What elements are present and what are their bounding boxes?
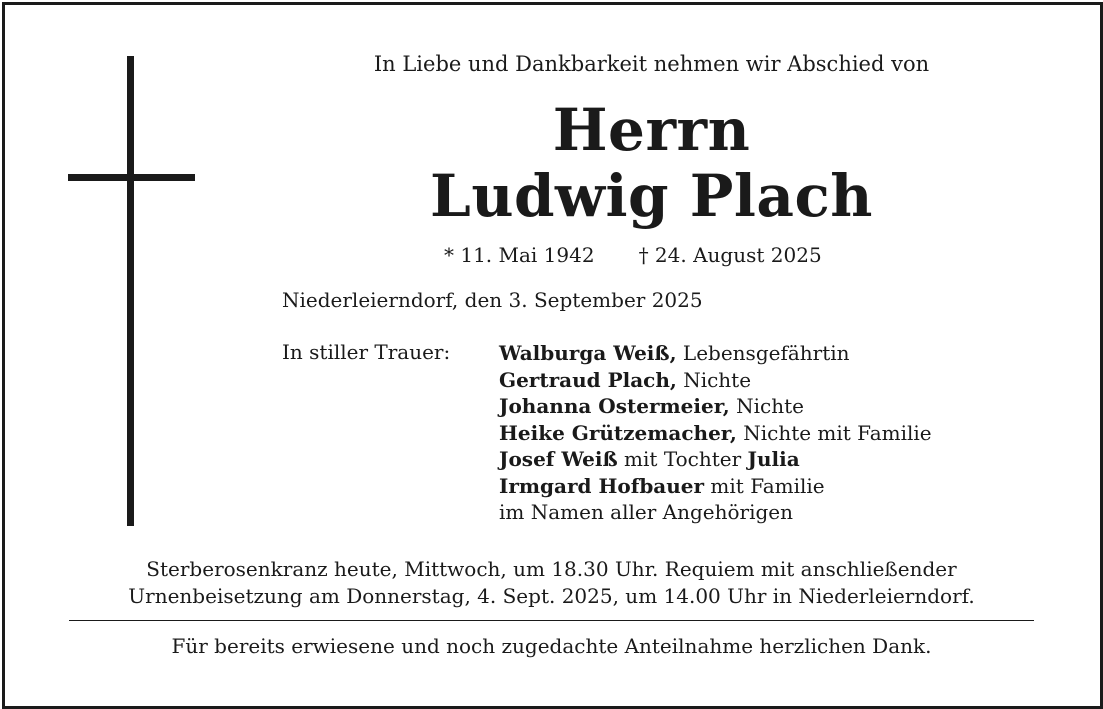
mourner-name: Gertraud Plach, — [499, 367, 677, 392]
birth-date: * 11. Mai 1942 — [444, 243, 595, 267]
intro-text: In Liebe und Dankbarkeit nehmen wir Abschied von — [373, 52, 930, 76]
mourner-relation: im Namen aller Angehörigen — [499, 500, 794, 524]
mourner-name: Josef Weiß — [499, 447, 618, 471]
list-item — [499, 446, 932, 473]
list-item — [499, 499, 932, 526]
salutation: Herrn — [552, 96, 751, 164]
mourners-list — [499, 340, 932, 526]
mourner-relation: mit Tochter — [617, 447, 748, 471]
mourner-name: Johanna Ostermeier, — [499, 394, 730, 418]
service-info-line2: Urnenbeisetzung am Donnerstag, 4. Sept. 2025, um 14.00 Uhr in Niederleierndorf. — [128, 584, 975, 608]
mourner-name: Irmgard Hofbauer — [499, 473, 705, 498]
life-dates — [444, 243, 822, 267]
place-date: Niederleierndorf, den 3. September 2025 — [282, 288, 703, 312]
mourner-name: Heike Grützemacher, — [499, 420, 737, 445]
mourning-label: In stiller Trauer: — [282, 340, 451, 364]
mourner-relation: Lebensgefährtin — [676, 341, 850, 365]
divider — [69, 620, 1034, 621]
deceased-name: Ludwig Plach — [430, 162, 873, 230]
death-date: † 24. August 2025 — [638, 243, 822, 267]
thanks-text: Für bereits erwiesene und noch zugedachte Anteilnahme herzlichen Dank. — [171, 634, 932, 658]
mourner-extra-name: Julia — [747, 447, 800, 471]
list-item — [499, 473, 932, 500]
list-item — [499, 393, 932, 420]
mourner-relation: mit Familie — [704, 473, 825, 498]
list-item — [499, 420, 932, 447]
mourner-relation: Nichte — [676, 367, 752, 392]
mourner-name: Walburga Weiß, — [499, 341, 677, 365]
list-item — [499, 367, 932, 394]
service-info-line1: Sterberosenkranz heute, Mittwoch, um 18.30 Uhr. Requiem mit anschließender — [146, 557, 957, 581]
mourner-relation: Nichte — [729, 394, 804, 418]
mourner-relation: Nichte mit Familie — [736, 420, 932, 445]
list-item — [499, 340, 932, 367]
